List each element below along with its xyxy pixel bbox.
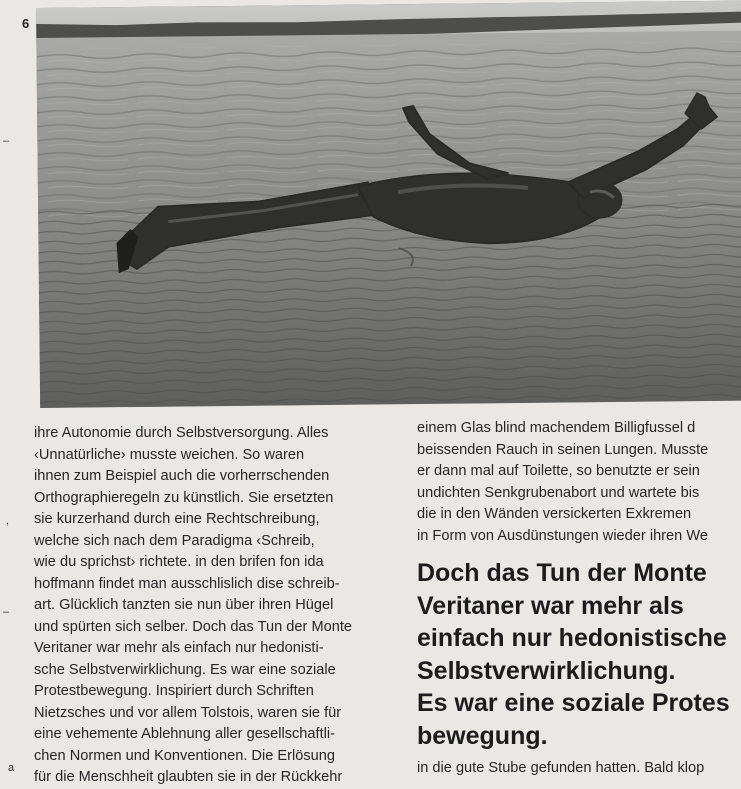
left-text-column — [34, 423, 409, 789]
margin-mark: , — [6, 515, 10, 527]
body-text-line: hoffmann findet man ausschlislich dise schreib- — [34, 575, 340, 592]
body-text-line: wie du sprichst› richtete. in den brifen fon ida — [34, 554, 324, 570]
pull-quote-line: Es war eine soziale Protes — [417, 689, 730, 717]
body-text-line: Protestbewegung. Inspiriert durch Schriften — [34, 683, 314, 699]
body-text-line: chen Normen und Konventionen. Die Erlösung — [34, 747, 335, 764]
body-text-line: sie kurzerhand durch eine Rechtschreibung, — [34, 511, 320, 527]
body-text-line: undichten Senkgrubenabort und wartete bis — [417, 484, 700, 501]
body-text-line: in die gute Stube gefunden hatten. Bald klop — [417, 760, 705, 776]
pull-quote-line: Veritaner war mehr als — [417, 591, 684, 620]
diving-man-photo-icon — [36, 1, 741, 408]
body-text-line: sche Selbstverwirklichung. Es war eine soziale — [34, 661, 336, 678]
body-text-line: beissenden Rauch in seinen Lungen. Musste — [417, 441, 709, 458]
margin-mark: a — [8, 762, 15, 774]
body-text-line: ihre Autonomie durch Selbstversorgung. Alles — [34, 425, 329, 441]
right-text-column — [417, 418, 741, 780]
body-text-line: er dann mal auf Toilette, so benutzte er sein — [417, 463, 700, 479]
body-text-line: in Form von Ausdünstungen wieder ihren We — [417, 527, 708, 544]
body-text-line: Orthographieregeln zu künstlich. Sie ersetzten — [34, 489, 334, 506]
margin-mark: – — [3, 135, 10, 147]
body-text-line: einem Glas blind machendem Billigfussel d — [417, 420, 696, 436]
body-text-line: art. Glücklich tanzten sie nun über ihren Hügel — [34, 597, 334, 613]
diving-man-photo — [36, 1, 741, 408]
pull-quote — [417, 557, 741, 752]
body-text-line: ‹Unnatürliche› musste weichen. So waren — [34, 446, 305, 463]
pull-quote-line: Selbstverwirklichung. — [417, 656, 676, 685]
right-body-text — [417, 418, 741, 547]
margin-mark: – — [3, 606, 10, 618]
page-number: 6 — [22, 16, 30, 31]
body-text-line: die in den Wänden versickerten Exkremen — [417, 506, 692, 522]
pull-quote-line: einfach nur hedonistische — [417, 624, 727, 652]
body-text-line: welche sich nach dem Paradigma ‹Schreib, — [34, 532, 315, 549]
body-text-line: Veritaner war mehr als einfach nur hedonisti- — [34, 640, 324, 656]
pull-quote-line: bewegung. — [417, 721, 548, 750]
body-text-line: und spürten sich selber. Doch das Tun der Monte — [34, 618, 353, 635]
body-text-line: Nietzsches und vor allem Tolstois, waren sie für — [34, 704, 342, 721]
body-text-line: eine vehemente Ablehnung aller gesellschaftli- — [34, 726, 335, 742]
right-body-text-continued — [417, 758, 741, 780]
body-text-line: ihnen zum Beispiel auch die vorherrschenden — [34, 468, 330, 484]
pull-quote-line: Doch das Tun der Monte — [417, 559, 707, 587]
body-text-line: für die Menschheit glaubten sie in der Rückkehr — [34, 769, 343, 785]
